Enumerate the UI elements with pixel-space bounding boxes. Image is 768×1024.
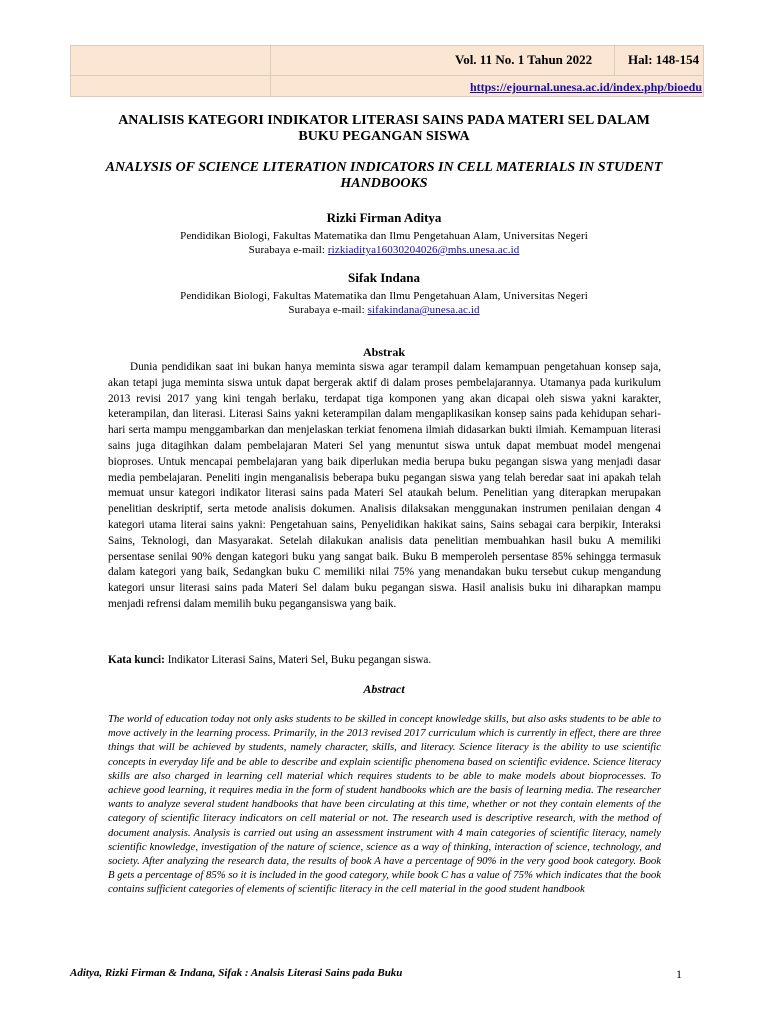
journal-url-link[interactable]: https://ejournal.unesa.ac.id/index.php/bioedu xyxy=(469,80,702,94)
author-affiliation-1 xyxy=(100,229,668,257)
paper-title-id: ANALISIS KATEGORI INDIKATOR LITERASI SAINS PADA MATERI SEL DALAM BUKU PEGANGAN SISWA xyxy=(118,113,650,144)
email-prefix-2: Surabaya e-mail: xyxy=(288,304,368,316)
author-name-1: Rizki Firman Aditya xyxy=(326,210,442,225)
email-link-1[interactable]: rizkiaditya16030204026@mhs.unesa.ac.id xyxy=(327,244,520,256)
keywords-line xyxy=(108,654,661,666)
header-left-cell xyxy=(71,46,271,76)
journal-pages: Hal: 148-154 xyxy=(628,52,700,67)
header-divider xyxy=(614,46,615,75)
abstract-body: The world of education today not only asks students to be skilled in concept knowledge skills, but also asks students to be able to move actively in the learning process. Primarily, in the 2013 revised 2017 curriculum which is currently in effect, there are three things that will be achieved by students, namely character, skills, and literacy. Science literacy is the ability to use scientific concepts in everyday life and be able to describe and explain scientific phenomena based on scientific evidence. Science literacy skills are also charged in learning cell material which requires students to be able to make models about bioprocesses. To achieve good learning, it requires media in the form of student handbooks which are the basis of learning media. The researcher wants to analyze several student handbooks that have been circulating at this time, whether or not they contain elements of the category of scientific literacy indicators on cell material or not. The research used is descriptive research, with the method of document analysis. Analysis is carried out using an assessment instrument with 4 main categories of scientific literacy, namely scientific knowledge, investigation of the nature of science, science as a way of thinking, interaction of science, technology, and society. After analyzing the research data, the results of book A have a percentage of 90% in the very good book category. Book B gets a percentage of 85% so it is included in the good category, while book C has a value of 75% which indicates that the book contains sufficient categories of elements of scientific literacy in the cell material in the good student handbook xyxy=(108,713,661,896)
abstrak-body: Dunia pendidikan saat ini bukan hanya meminta siswa agar terampil dalam kemampuan pengetahuan konsep saja, akan tetapi juga meminta siswa untuk dapat bergerak aktif di dalam proses pembelajarannya. Utamanya pada kurikulum 2013 revisi 2017 yang kini tengah berlaku, terdapat tiga komponen yang akan dicapai oleh siswa yakni karakter, keterampilan, dan literasi. Literasi Sains yakni keterampilan dalam mengaplikasikan konsep sains pada kehidupan sehari-hari serta mampu menggambarkan dan menjelaskan terkiat fenomena ilmiah didasarkan bukti ilmiah. Kemampuan literasi sains juga ditagihkan dalam pembelajaran Materi Sel yang menuntut siswa untuk dapat membuat model mengenai bioproses. Untuk mencapai pembelajaran yang baik diperlukan media berupa buku pegangan siswa yang menjadi dasar media pembelajaran. Peneliti ingin menganalisis beberapa buku pegangan siswa yang telah beredar saat ini apakah telah memuat unsur kategori indikator literasi sains pada Materi Sel ataukah belum. Penelitian yang diterapkan merupakan penelitian deskriptif, serta metode analisis dokumen. Analisis dilaksakan menggunakan instrumen penilaian dengan 4 kategori utama literai sains yakni: Pengetahuan sains, Penyelidikan hakikat sains, Sains sebagai cara berpikir, Interaksi Sains, Teknologi, dan Masyarakat. Setelah dilakukan analisis data penelitian membuahkan hasil buku A memiliki persentase senilai 90% dengan kategori buku yang sangat baik. Buku B memperoleh persentase 85% sehingga termasuk dalam kategori yang baik, Sedangkan buku C memiliki nilai 75% yang menandakan buku tersebut cukup mengandung kategori unsur literasi sains pada Materi Sel dalam buku pegangan siswa. Hasil analisis buku ini diharapkan mampu menjadi refrensi dalam memilih buku pegangansiswa yang baik. xyxy=(108,361,661,610)
email-line-1 xyxy=(100,243,668,257)
email-line-2 xyxy=(100,303,668,317)
paper-title-en: ANALYSIS OF SCIENCE LITERATION INDICATORS IN CELL MATERIALS IN STUDENT HANDBOOKS xyxy=(105,160,663,191)
page-number: 1 xyxy=(676,967,682,981)
abstrak-heading: Abstrak xyxy=(362,345,405,359)
journal-volume: Vol. 11 No. 1 Tahun 2022 xyxy=(455,52,593,67)
email-link-2[interactable]: sifakindana@unesa.ac.id xyxy=(367,304,480,316)
email-prefix-1: Surabaya e-mail: xyxy=(248,244,328,256)
keywords-text: Indikator Literasi Sains, Materi Sel, Buku pegangan siswa. xyxy=(164,654,432,666)
author-affiliation-2 xyxy=(100,289,668,317)
header-left-cell-2 xyxy=(71,76,271,97)
abstract-heading: Abstract xyxy=(363,682,405,696)
footer-citation: Aditya, Rizki Firman & Indana, Sifak : Analsis Literasi Sains pada Buku xyxy=(70,967,403,979)
keywords-label: Kata kunci: xyxy=(108,654,165,666)
affiliation-text-1: Pendidikan Biologi, Fakultas Matematika dan Ilmu Pengetahuan Alam, Universitas Negeri xyxy=(180,230,588,242)
affiliation-text-2: Pendidikan Biologi, Fakultas Matematika dan Ilmu Pengetahuan Alam, Universitas Negeri xyxy=(180,290,588,302)
author-name-2: Sifak Indana xyxy=(348,270,420,285)
